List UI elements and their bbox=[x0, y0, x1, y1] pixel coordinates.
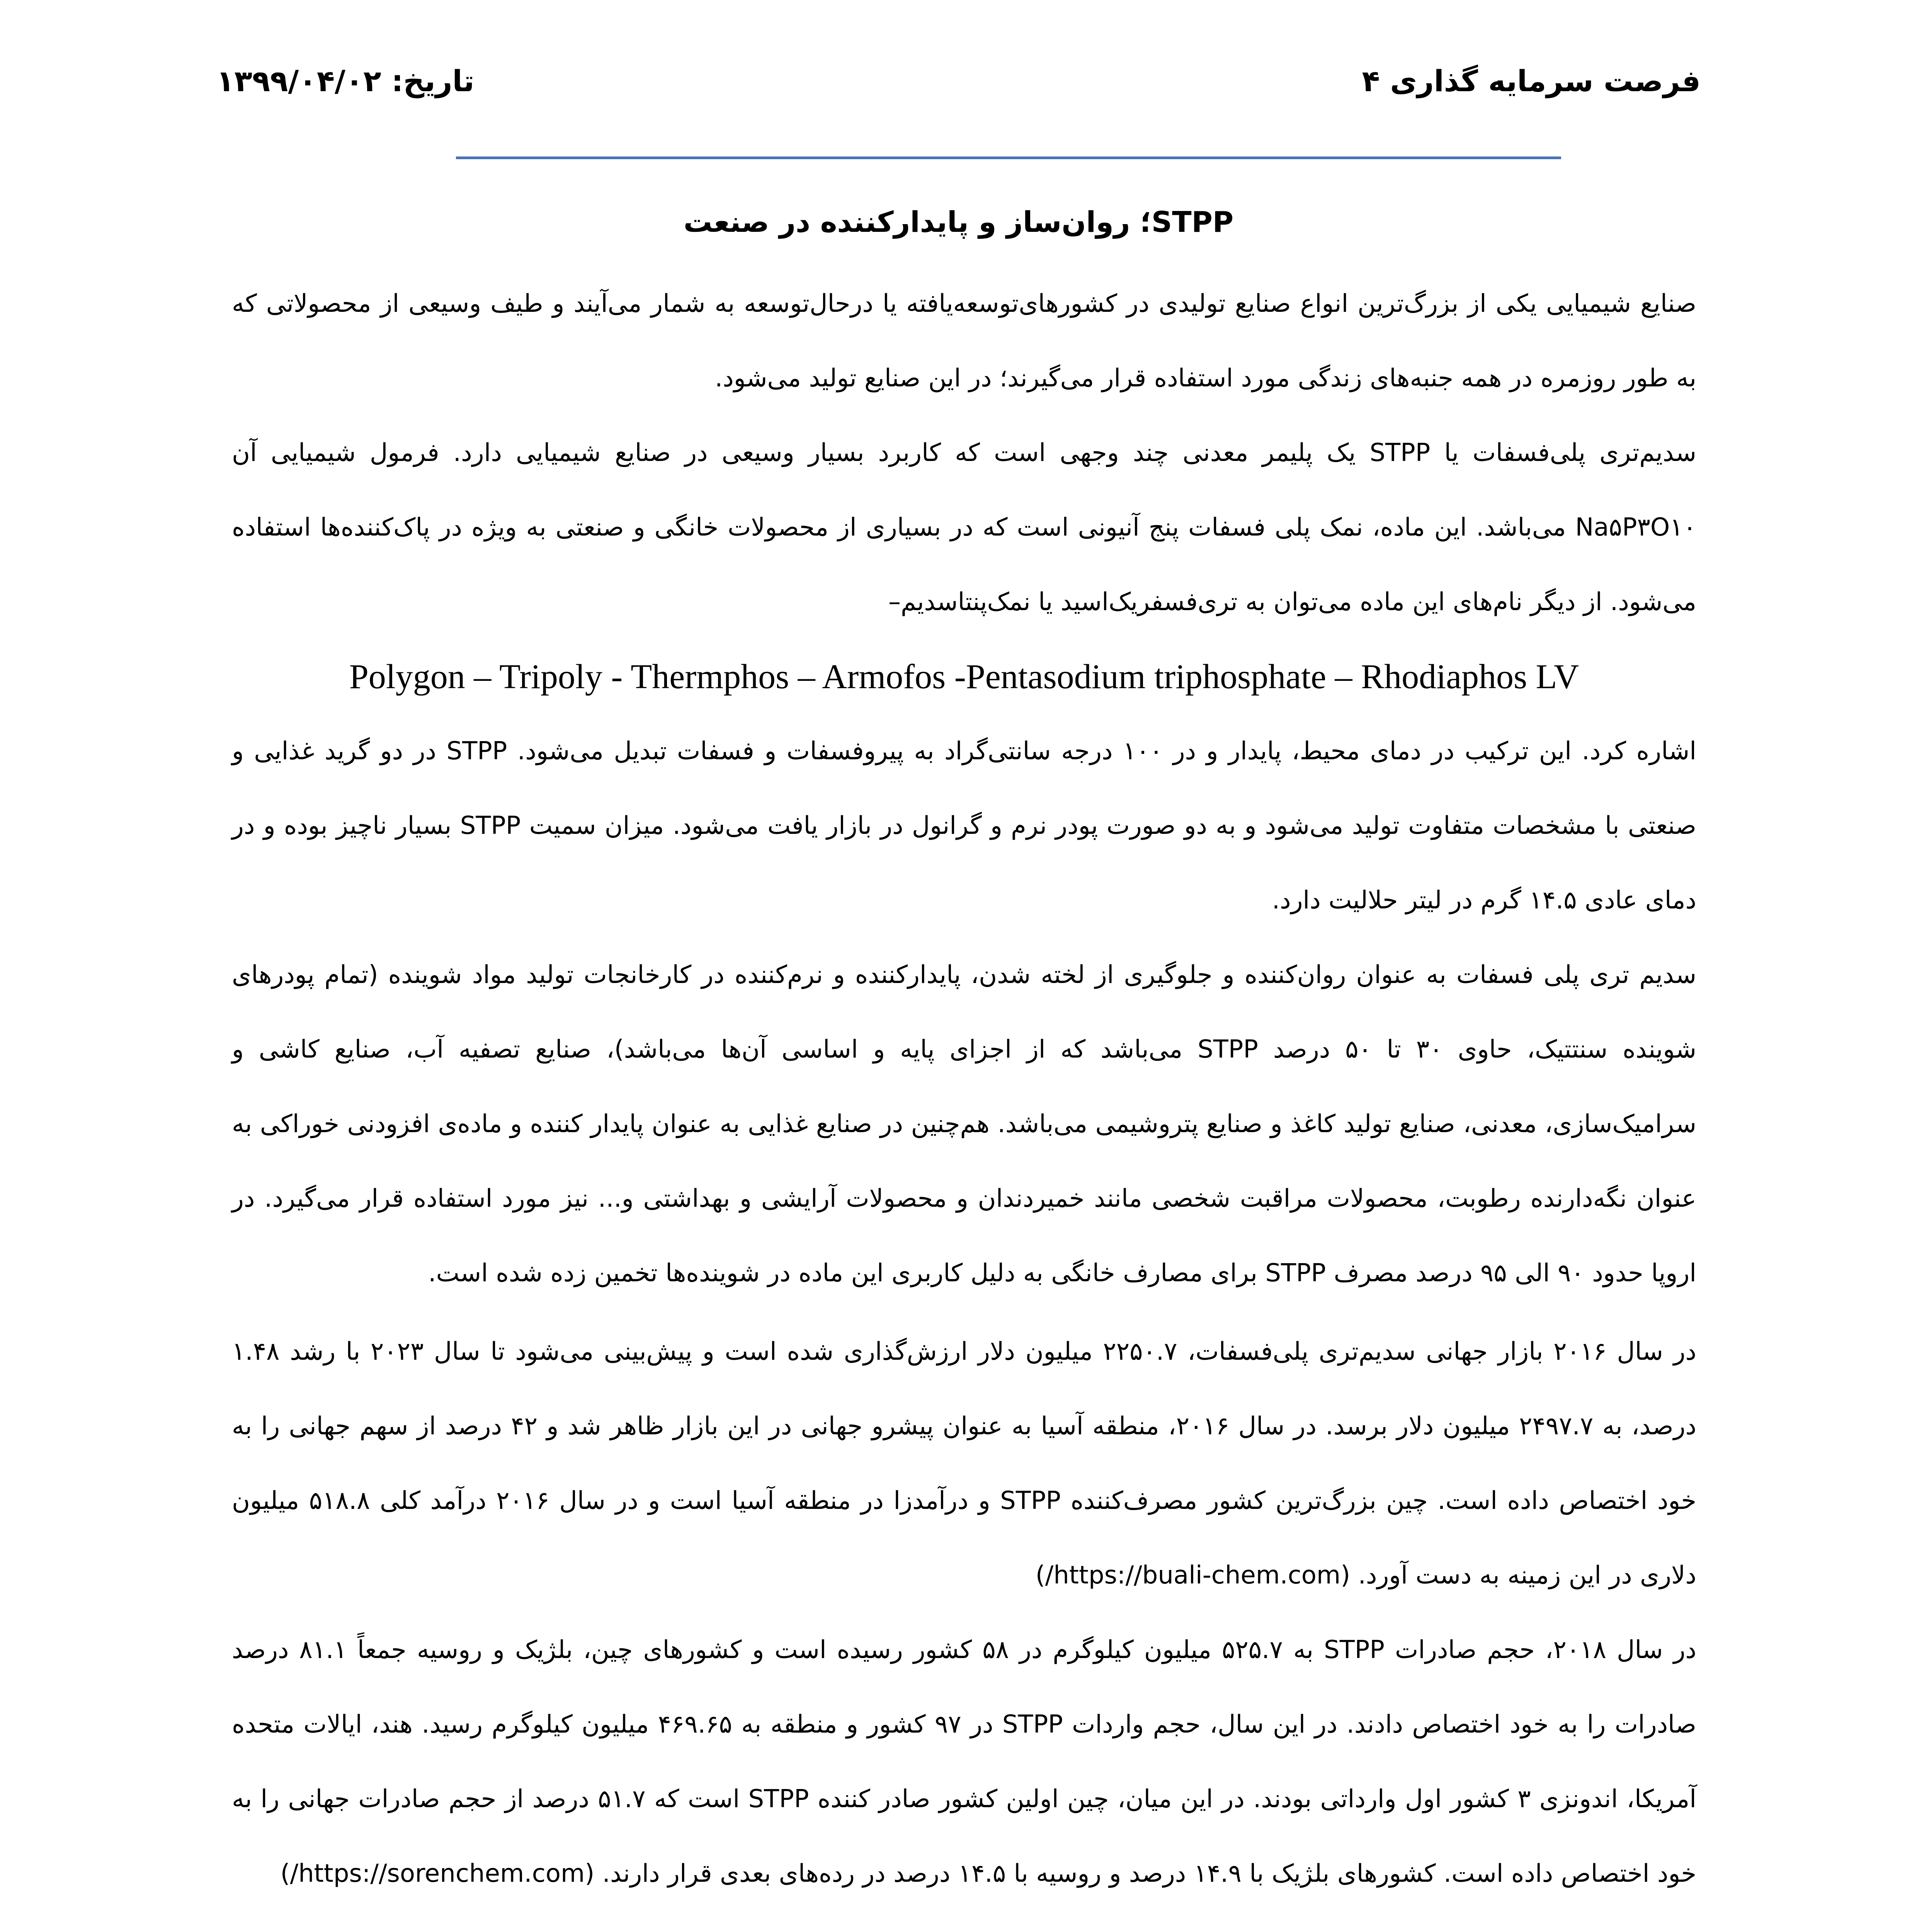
paragraph-market: در سال ۲۰۱۶ بازار جهانی سدیم‌تری پلی‌فسفات، ۲۲۵۰.۷ میلیون دلار ارزش‌گذاری شده است و پیش‌بینی می‌شود تا سال ۲۰۲۳ با رشد ۱.۴۸ درصد، به ۲۴۹۷.۷ میلیون دلار برسد. در سال ۲۰۱۶، منطقه آسیا به عنوان پیشرو جهانی در این بازار ظاهر شد و ۴۲ درصد از سهم جهانی را به خود اختصاص داده است. چین بزرگ‌ترین کشور مصرف‌کننده STPP و درآمدزا در منطقه آسیا است و در سال ۲۰۱۶ درآمد کلی ۵۱۸.۸ میلیون دلاری در این زمینه به دست آورد. (https://buali-chem.com/) bbox=[232, 1337, 1697, 1590]
header-doc-title: فرصت سرمایه گذاری ۴ bbox=[1362, 64, 1701, 98]
article-body bbox=[232, 267, 1696, 1911]
paragraph-intro: صنایع شیمیایی یکی از بزرگ‌ترین انواع صنایع تولیدی در کشورهای‌توسعه‌یافته یا درحال‌توسعه به شمار می‌آیند و طیف وسیعی از محصولاتی که به طور روزمره در همه جنبه‌های زندگی مورد استفاده قرار می‌گیرند؛ در این صنایع تولید می‌شود. bbox=[232, 289, 1696, 393]
paragraph-trade: در سال ۲۰۱۸، حجم صادرات STPP به ۵۲۵.۷ میلیون کیلوگرم در ۵۸ کشور رسیده است و کشورهای چین، بلژیک و روسیه جمعاً ۸۱.۱ درصد صادرات را به خود اختصاص دادند. در این سال، حجم واردات STPP در ۹۷ کشور و منطقه به ۴۶۹.۶۵ میلیون کیلوگرم رسید. هند، ایالات متحده آمریکا، اندونزی ۳ کشور اول وارداتی بودند. در این میان، چین اولین کشور صادر کننده STPP است که ۵۱.۷ درصد از حجم صادرات جهانی را به خود اختصاص داده است. کشورهای بلژیک با ۱۴.۹ درصد و روسیه با ۱۴.۵ درصد در رده‌های بعدی قرار دارند. (https://sorenchem.com/) bbox=[232, 1636, 1697, 1888]
article-title: STPP؛ روان‌ساز و پایدارکننده در صنعت bbox=[683, 206, 1234, 239]
paragraph-stpp-names: Polygon – Tripoly - Thermphos – Armofos -Pentasodium triphosphate – Rhodiaphos LV bbox=[349, 658, 1579, 696]
paragraph-stpp-definition: سدیم‌تری پلی‌فسفات یا STPP یک پلیمر معدنی چند وجهی است که کاربرد بسیار وسیعی در صنایع شیمیایی دارد. فرمول شیمیایی آن Na۵P۳O۱۰ می‌باشد. این ماده، نمک پلی فسفات پنج آنیونی است که در بسیاری از محصولات خانگی و صنعتی به ویژه در پاک‌کننده‌ها استفاده می‌شود. از دیگر نام‌های این ماده می‌توان به تری‌فسفریک‌اسید یا نمک‌پنتاسدیم– bbox=[232, 439, 1697, 616]
header-date: تاریخ: ۱۳۹۹/۰۴/۰۲ bbox=[216, 64, 475, 98]
paragraph-applications: سدیم تری پلی فسفات به عنوان روان‌کننده و جلوگیری از لخته شدن، پایدارکننده و نرم‌کننده در کارخانجات تولید مواد شوینده (تمام پودرهای شوینده سنتتیک، حاوی ۳۰ تا ۵۰ درصد STPP می‌باشد که از اجزای پایه و اساسی آن‌ها می‌باشد)، صنایع تصفیه آب، صنایع کاشی و سرامیک‌سازی، معدنی، صنایع تولید کاغذ و صنایع پتروشیمی می‌باشد. هم‌چنین در صنایع غذایی به عنوان پایدار کننده و ماده‌ی افزودنی خوراکی به عنوان نگه‌دارنده رطوبت، محصولات مراقبت شخصی مانند خمیردندان و محصولات آرایشی و بهداشتی و... نیز مورد استفاده قرار می‌گیرد. در اروپا حدود ۹۰ الی ۹۵ درصد مصرف STPP برای مصارف خانگی به دلیل کاربری این ماده در شوینده‌ها تخمین زده شده است. bbox=[232, 961, 1697, 1287]
paragraph-stpp-properties: اشاره کرد. این ترکیب در دمای محیط، پایدار و در ۱۰۰ درجه سانتی‌گراد به پیروفسفات و فسفات تبدیل می‌شود. STPP در دو گرید غذایی و صنعتی با مشخصات متفاوت تولید می‌شود و به دو صورت پودر نرم و گرانول در بازار یافت می‌شود. میزان سمیت STPP بسیار ناچیز بوده و در دمای عادی ۱۴.۵ گرم در لیتر حلالیت دارد. bbox=[232, 737, 1697, 915]
header-rule bbox=[456, 156, 1561, 159]
